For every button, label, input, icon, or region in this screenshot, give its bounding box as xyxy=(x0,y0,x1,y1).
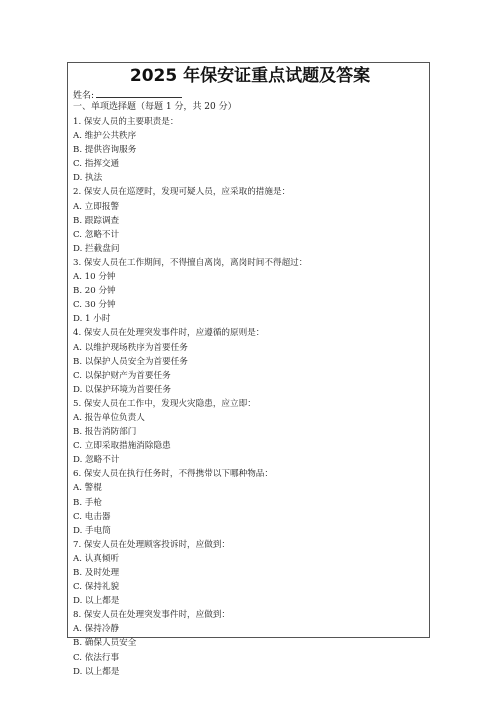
question-4-option-d[interactable]: D. 以保护环境为首要任务 xyxy=(73,384,171,395)
question-1-option-c[interactable]: C. 指挥交通 xyxy=(73,159,120,170)
question-3-option-c[interactable]: C. 30 分钟 xyxy=(73,300,116,311)
question-3-option-d[interactable]: D. 1 小时 xyxy=(73,314,111,325)
question-5-option-d[interactable]: D. 忽略不计 xyxy=(73,455,120,466)
question-2-option-d[interactable]: D. 拦截盘问 xyxy=(73,243,120,254)
question-8-option-d[interactable]: D. 以上都是 xyxy=(73,666,120,677)
question-7-option-a[interactable]: A. 认真倾听 xyxy=(73,553,120,564)
question-8-option-b[interactable]: B. 确保人员安全 xyxy=(73,638,137,649)
question-8-option-a[interactable]: A. 保持冷静 xyxy=(73,624,120,635)
question-4-option-b[interactable]: B. 以保护人员安全为首要任务 xyxy=(73,356,188,367)
question-7-option-d[interactable]: D. 以上都是 xyxy=(73,596,120,607)
question-2-option-c[interactable]: C. 忽略不计 xyxy=(73,229,120,240)
question-6-option-c[interactable]: C. 电击器 xyxy=(73,511,111,522)
question-5-option-a[interactable]: A. 报告单位负责人 xyxy=(73,412,145,423)
question-1-option-b[interactable]: B. 提供咨询服务 xyxy=(73,145,137,156)
section-heading: 一、单项选择题（每题 1 分，共 20 分） xyxy=(73,102,237,112)
name-field-row xyxy=(73,88,182,102)
question-3-option-b[interactable]: B. 20 分钟 xyxy=(73,286,116,297)
question-1-stem: 1. 保安人员的主要职责是： xyxy=(73,117,179,127)
question-8-option-c[interactable]: C. 依法行事 xyxy=(73,652,120,663)
question-list xyxy=(73,115,425,679)
question-5-option-b[interactable]: B. 报告消防部门 xyxy=(73,427,137,438)
question-7-option-c[interactable]: C. 保持礼貌 xyxy=(73,582,120,593)
question-5-stem: 5. 保安人员在工作中，发现火灾隐患，应立即： xyxy=(73,398,256,409)
question-8-stem: 8. 保安人员在处理突发事件时，应做到： xyxy=(73,610,231,621)
question-6-option-a[interactable]: A. 警棍 xyxy=(73,483,102,494)
question-2-stem: 2. 保安人员在巡逻时，发现可疑人员，应采取的措施是： xyxy=(73,187,291,198)
question-4-option-c[interactable]: C. 以保护财产为首要任务 xyxy=(73,370,171,381)
question-6-stem: 6. 保安人员在执行任务时，不得携带以下哪种物品： xyxy=(73,469,273,480)
question-4-option-a[interactable]: A. 以维护现场秩序为首要任务 xyxy=(73,342,188,353)
name-label: 姓名: xyxy=(73,91,95,101)
question-6-option-b[interactable]: B. 手枪 xyxy=(73,497,102,508)
question-5-option-c[interactable]: C. 立即采取措施消除隐患 xyxy=(73,441,171,452)
question-3-option-a[interactable]: A. 10 分钟 xyxy=(73,272,116,283)
question-2-option-a[interactable]: A. 立即报警 xyxy=(73,201,120,212)
question-7-option-b[interactable]: B. 及时处理 xyxy=(73,568,120,578)
question-1-option-d[interactable]: D. 执法 xyxy=(73,173,103,184)
name-blank-line[interactable] xyxy=(96,88,182,98)
question-7-stem: 7. 保安人员在处理顾客投诉时，应做到： xyxy=(73,539,231,550)
question-4-stem: 4. 保安人员在处理突发事件时，应遵循的原则是： xyxy=(73,328,265,339)
question-6-option-d[interactable]: D. 手电筒 xyxy=(73,525,111,536)
document-title: 2025 年保安证重点试题及答案 xyxy=(129,66,371,86)
question-1-option-a[interactable]: A. 维护公共秩序 xyxy=(73,131,137,142)
question-3-stem: 3. 保安人员在工作期间，不得擅自离岗，离岗时间不得超过： xyxy=(73,257,308,268)
question-2-option-b[interactable]: B. 跟踪调查 xyxy=(73,215,120,226)
